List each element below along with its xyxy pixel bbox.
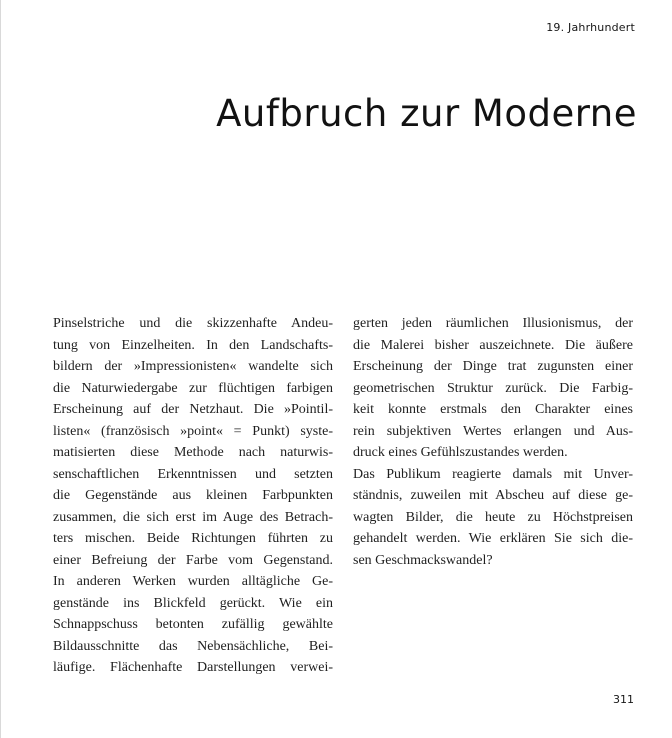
text-line: genstände ins Blickfeld gerückt. Wie ein bbox=[53, 595, 333, 611]
running-head: 19. Jahrhundert bbox=[546, 21, 635, 34]
text-line: geometrischen Struktur zurück. Die Farbig- bbox=[353, 380, 633, 396]
text-line: zusammen, die sich erst im Auge des Betrach- bbox=[53, 509, 333, 525]
text-line: sen Geschmackswandel? bbox=[353, 552, 493, 568]
left-column bbox=[53, 313, 333, 679]
text-line: wagten Bilder, die heute zu Höchstpreisen bbox=[353, 509, 633, 525]
right-column bbox=[353, 313, 633, 679]
page-number: 311 bbox=[613, 693, 634, 706]
text-line: bildern der »Impressionisten« wandelte sich bbox=[53, 359, 333, 374]
text-line: keit konnte erstmals den Charakter eines bbox=[353, 402, 633, 417]
text-line: listen« (französisch »point« = Punkt) syste- bbox=[53, 423, 333, 439]
text-line: ters mischen. Beide Richtungen führten zu bbox=[53, 531, 333, 546]
text-line: rein subjektiven Wertes erlangen und Aus- bbox=[353, 423, 633, 439]
text-line: die Naturwiedergabe zur flüchtigen farbigen bbox=[53, 380, 333, 396]
text-line: gerten jeden räumlichen Illusionismus, der bbox=[353, 316, 633, 331]
text-line: Pinselstriche und die skizzenhafte Andeu- bbox=[53, 316, 333, 331]
text-line: läufige. Flächenhafte Darstellungen verwei- bbox=[53, 660, 333, 675]
text-line: Das Publikum reagierte damals mit Unver- bbox=[353, 466, 633, 482]
text-line: die Gegenstände aus kleinen Farbpunkten bbox=[53, 488, 333, 503]
text-line: In anderen Werken wurden alltägliche Ge- bbox=[53, 574, 333, 589]
text-line: senschaftlichen Erkenntnissen und setzten bbox=[53, 466, 333, 482]
text-line: die Malerei bisher auszeichnete. Die äußere bbox=[353, 337, 633, 353]
text-line: Bildausschnitte das Nebensächliche, Bei- bbox=[53, 638, 333, 654]
text-line: Erscheinung der Dinge trat zugunsten einer bbox=[353, 359, 633, 374]
text-line: Schnappschuss betonten zufällig gewählte bbox=[53, 617, 333, 632]
text-line: matisierten diese Methode nach naturwis- bbox=[53, 445, 333, 460]
page-title: Aufbruch zur Moderne bbox=[216, 92, 637, 135]
text-line: tung von Einzelheiten. In den Landschafts- bbox=[53, 337, 333, 353]
text-line: gehandelt werden. Wie erklären Sie sich die- bbox=[353, 531, 633, 546]
text-line: ständnis, zuweilen mit Abscheu auf diese ge- bbox=[353, 488, 633, 503]
text-columns bbox=[53, 313, 633, 679]
text-line: druck eines Gefühlszustandes werden. bbox=[353, 445, 568, 460]
text-line: einer Befreiung der Farbe vom Gegenstand. bbox=[53, 552, 333, 568]
text-line: Erscheinung auf der Netzhaut. Die »Pointil- bbox=[53, 402, 333, 417]
